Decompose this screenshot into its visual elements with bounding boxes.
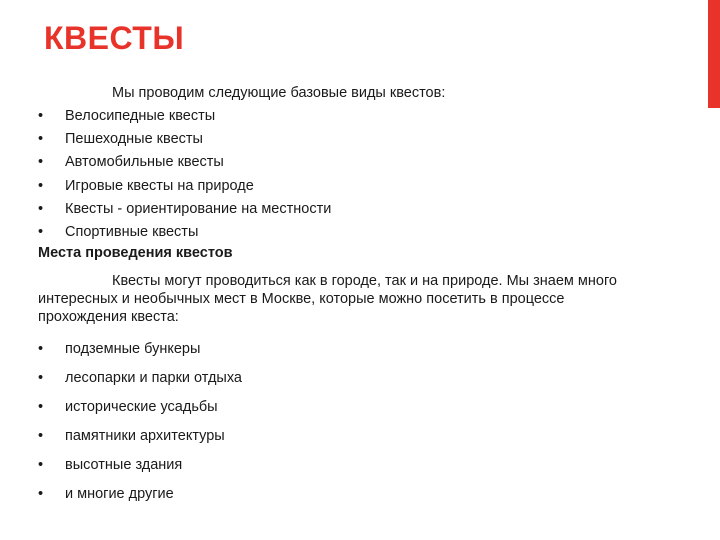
list-item xyxy=(38,200,638,223)
list-item-label: Спортивные квесты xyxy=(65,223,199,240)
intro-text: Мы проводим следующие базовые виды квестов: xyxy=(112,85,446,101)
slide-content xyxy=(38,84,638,514)
bullet-icon: • xyxy=(38,341,44,358)
list-item-label: подземные бункеры xyxy=(65,341,201,358)
list-item-label: Квесты - ориентирование на местности xyxy=(65,200,332,217)
bullet-icon: • xyxy=(38,223,44,240)
list-item-label: и многие другие xyxy=(65,486,174,503)
list-item-label: Велосипедные квесты xyxy=(65,108,216,124)
places-list xyxy=(38,340,638,514)
bullet-icon: • xyxy=(38,486,44,503)
list-item-label: Пешеходные квесты xyxy=(65,131,203,148)
list-item xyxy=(38,130,638,153)
quest-types-list xyxy=(38,107,638,246)
places-paragraph: Квесты могут проводиться как в городе, так и на природе. Мы знаем много интересных и необычных мест в Москве, которые можно посетить в процессе прохождения квеста: xyxy=(38,273,617,326)
list-item-label: Игровые квесты на природе xyxy=(65,177,254,194)
list-item xyxy=(38,153,638,176)
list-item xyxy=(38,456,638,485)
list-item-label: памятники архитектуры xyxy=(65,428,225,445)
list-item xyxy=(38,485,638,514)
bullet-icon: • xyxy=(38,131,44,148)
list-item xyxy=(38,107,638,130)
bullet-icon: • xyxy=(38,108,44,124)
list-item xyxy=(38,177,638,200)
slide-title: КВЕСТЫ xyxy=(44,20,185,56)
bullet-icon: • xyxy=(38,428,44,445)
list-item xyxy=(38,427,638,456)
list-item-label: исторические усадьбы xyxy=(65,399,218,416)
list-item-label: Автомобильные квесты xyxy=(65,154,224,171)
bullet-icon: • xyxy=(38,177,44,194)
bullet-icon: • xyxy=(38,399,44,416)
list-item xyxy=(38,223,638,246)
bullet-icon: • xyxy=(38,154,44,171)
accent-bar xyxy=(708,0,720,108)
list-item xyxy=(38,369,638,398)
section-heading: Места проведения квестов xyxy=(38,245,233,262)
list-item xyxy=(38,398,638,427)
bullet-icon: • xyxy=(38,457,44,474)
list-item-label: высотные здания xyxy=(65,457,183,474)
list-item-label: лесопарки и парки отдыха xyxy=(65,370,242,387)
bullet-icon: • xyxy=(38,370,44,387)
list-item xyxy=(38,340,638,369)
bullet-icon: • xyxy=(38,200,44,217)
